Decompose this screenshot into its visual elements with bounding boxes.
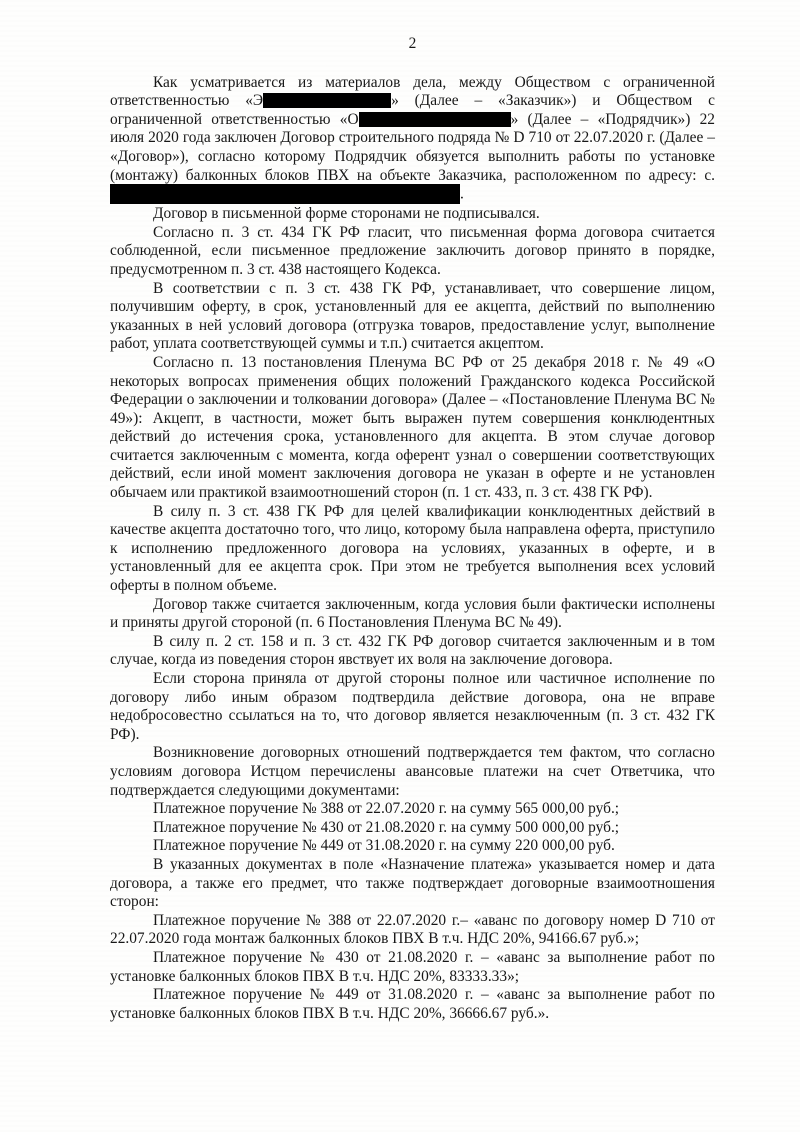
paragraph [110,74,715,206]
paragraph-text: » (Далее – «Заказчик») и Обществом с ограниченной ответственностью «О [110,92,715,128]
paragraph-text: Договор в письменной форме сторонами не подписывался. [153,205,540,223]
paragraph [110,800,715,819]
paragraph-text: Платежное поручение № 430 от 21.08.2020 г. на сумму 500 000,00 руб.; [153,818,620,836]
paragraph-text: В силу п. 3 ст. 438 ГК РФ для целей квалификации конклюдентных действий в качестве акцепта достаточно того, что лицо, которому была направлена оферта, приступило к исполнению предложенного договора на условиях, указанных в оферте, и в установленный для ее акцепта срок. При этом не требуется выполнения всех условий оферты в полном объеме. [110,502,715,595]
paragraph-text: Платежное поручение № 430 от 21.08.2020 г. – «аванс за выполнение работ по установке балконных блоков ПВХ В т.ч. НДС 20%, 83333.33»; [110,948,715,985]
redaction-box [263,93,391,108]
paragraph [110,986,715,1023]
paragraph [110,949,715,986]
document-body [110,74,715,1024]
redaction-box [110,184,460,204]
paragraph-text: Согласно п. 13 постановления Пленума ВС РФ от 25 декабря 2018 г. № 49 «О некоторых вопросах применения общих положений Гражданского кодекса Российской Федерации о заключении и толковании договора» (Далее – «Постановление Пленума ВС № 49»): Акцепт, в частности, может быть выражен путем совершения конклюдентных действий до истечения срока, установленного для акцепта. В этом случае договор считается заключенным с момента, когда оферент узнал о совершении соответствующих действий, если иной момент заключения договора не указан в оферте и не установлен обычаем или практикой взаимоотношений сторон (п. 1 ст. 433, п. 3 ст. 438 ГК РФ). [110,353,715,502]
paragraph [110,205,715,224]
paragraph [110,596,715,633]
paragraph-text: Если сторона приняла от другой стороны полное или частичное исполнение по договору либо иным образом подтвердила действие договора, она не вправе недобросовестно ссылаться на то, что договор является незаключенным (п. 3 ст. 432 ГК РФ). [110,670,715,743]
paragraph-text: Как усматривается из материалов дела, между Обществом с ограниченной ответственностью «Э [110,73,715,110]
paragraph-text: В указанных документах в поле «Назначение платежа» указывается номер и дата договора, а также его предмет, что также подтверждает договорные взаимоотношения сторон: [110,855,715,911]
paragraph-text: Договор также считается заключенным, когда условия были фактически исполнены и приняты другой стороной (п. 6 Постановления Пленума ВС № 49). [110,595,715,632]
paragraph [110,912,715,949]
paragraph [110,354,715,503]
paragraph [110,670,715,744]
paragraph [110,224,715,280]
paragraph-text: Платежное поручение № 388 от 22.07.2020 г. на сумму 565 000,00 руб.; [153,800,620,818]
paragraph [110,819,715,838]
paragraph-text: Согласно п. 3 ст. 434 ГК РФ гласит, что письменная форма договора считается соблюденной, если письменное предложение заключить договор принято в порядке, предусмотренном п. 3 ст. 438 настоящего Кодекса. [110,223,715,278]
paragraph [110,837,715,856]
paragraph [110,503,715,596]
page-number: 2 [408,35,417,52]
paragraph [110,744,715,800]
paragraph-text: Возникновение договорных отношений подтверждается тем фактом, что согласно условиям договора Истцом перечислены авансовые платежи на счет Ответчика, что подтверждается следующими документами: [110,744,715,799]
redaction-box [359,112,511,127]
paragraph [110,280,715,354]
paragraph [110,633,715,670]
paragraph-text: Платежное поручение № 388 от 22.07.2020 г.– «аванс по договору номер D 710 от 22.07.2020 года монтаж балконных блоков ПВХ В т.ч. НДС 20%, 94166.67 руб.»; [110,911,715,948]
paragraph-text: Платежное поручение № 449 от 31.08.2020 г. на сумму 220 000,00 руб. [153,837,615,855]
paragraph-text: Платежное поручение № 449 от 31.08.2020 г. – «аванс за выполнение работ по установке балконных блоков ПВХ В т.ч. НДС 20%, 36666.67 руб.». [110,986,715,1022]
paragraph-text: В силу п. 2 ст. 158 и п. 3 ст. 432 ГК РФ договор считается заключенным и в том случае, когда из поведения сторон явствует их воля на заключение договора. [110,632,715,669]
paragraph-text: В соответствии с п. 3 ст. 438 ГК РФ, устанавливает, что совершение лицом, получившим оферту, в срок, установленный для ее акцепта, действий по выполнению указанных в ней условий договора (отгрузка товаров, предоставление услуг, выполнение работ, уплата соответствующей суммы и т.п.) считается акцептом. [110,279,715,353]
paragraph [110,856,715,912]
paragraph-text: » (Далее – «Подрядчик») 22 июля 2020 года заключен Договор строительного подряда № D 710 от 22.07.2020 г. (Далее – «Договор»), согласно которому Подрядчик обязуется выполнить работы по установке (монтажу) балконных блоков ПВХ на объекте Заказчика, расположенном по адресу: с. [110,110,715,184]
paragraph-text: . [460,185,464,203]
